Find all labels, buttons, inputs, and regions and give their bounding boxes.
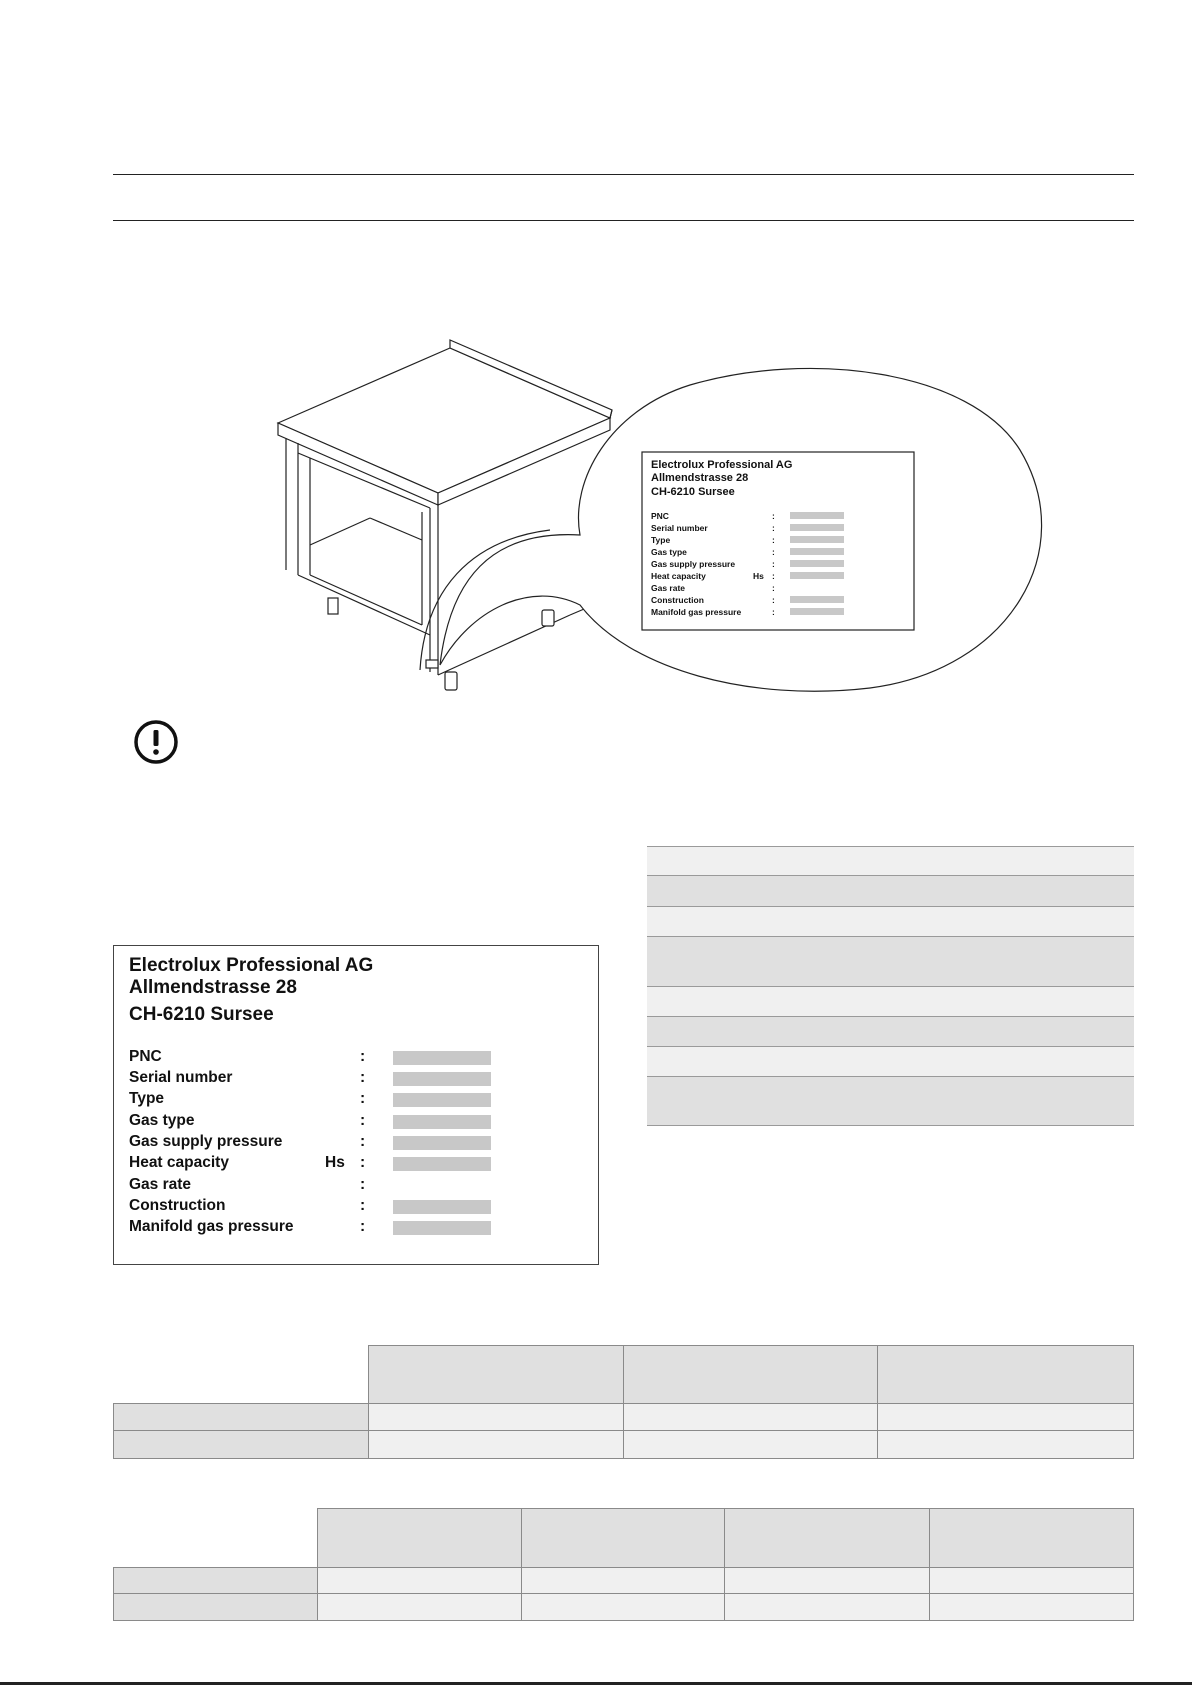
table-row — [114, 1594, 1134, 1621]
svg-text::: : — [772, 607, 775, 617]
plate-row-serial-number: Serial number : — [129, 1068, 579, 1088]
svg-text:Manifold gas pressure: Manifold gas pressure — [651, 607, 742, 617]
plate-row-gas-type: Gas type : — [129, 1111, 579, 1131]
table-header-cell — [930, 1509, 1134, 1568]
svg-text:Gas rate: Gas rate — [651, 583, 686, 593]
table-row — [647, 1076, 1134, 1126]
svg-text:Gas type: Gas type — [651, 547, 687, 557]
svg-text:PNC: PNC — [651, 511, 669, 521]
svg-text::: : — [772, 535, 775, 545]
svg-text:Construction: Construction — [651, 595, 704, 605]
svg-text::: : — [772, 583, 775, 593]
svg-text::: : — [772, 511, 775, 521]
plate-row-heat-capacity: Heat capacity Hs : — [129, 1153, 579, 1173]
table-row — [647, 846, 1134, 875]
plate-row-construction: Construction : — [129, 1196, 579, 1216]
table-row — [114, 1431, 1134, 1459]
plate-city: CH-6210 Sursee — [129, 1004, 274, 1025]
table-row — [647, 906, 1134, 936]
mini-plate-city: CH-6210 Sursee — [651, 486, 735, 498]
plate-company: Electrolux Professional AG — [129, 955, 374, 976]
plate-row-pnc: PNC : — [129, 1047, 579, 1067]
svg-text::: : — [772, 559, 775, 569]
svg-text::: : — [772, 571, 775, 581]
table-row — [647, 986, 1134, 1016]
header-rule-bottom — [113, 220, 1134, 221]
svg-text:Heat capacity: Heat capacity — [651, 571, 706, 581]
svg-text::: : — [772, 595, 775, 605]
svg-text:Type: Type — [651, 535, 671, 545]
svg-text:Gas supply pressure: Gas supply pressure — [651, 559, 736, 569]
table-header-cell — [368, 1346, 623, 1404]
value-placeholder — [393, 1115, 491, 1129]
table-row — [114, 1568, 1134, 1594]
value-placeholder — [393, 1221, 491, 1235]
svg-text::: : — [772, 547, 775, 557]
plate-street: Allmendstrasse 28 — [129, 977, 297, 998]
table-row — [114, 1404, 1134, 1431]
data-table-1 — [113, 1345, 1134, 1459]
table-row — [647, 1016, 1134, 1046]
value-placeholder — [393, 1157, 491, 1171]
plate-row-type: Type : — [129, 1089, 579, 1109]
value-placeholder — [393, 1072, 491, 1086]
table-row — [647, 936, 1134, 986]
exclamation-circle-icon — [132, 718, 180, 766]
mini-plate-street: Allmendstrasse 28 — [651, 472, 749, 484]
value-placeholder — [393, 1051, 491, 1065]
value-placeholder — [393, 1093, 491, 1107]
table-header-cell — [725, 1509, 930, 1568]
value-placeholder — [393, 1200, 491, 1214]
header-rule-top — [113, 174, 1134, 175]
plate-row-gas-rate: Gas rate : — [129, 1176, 366, 1193]
value-placeholder — [393, 1136, 491, 1150]
plate-row-manifold-gas-pressure: Manifold gas pressure : — [129, 1217, 579, 1237]
table-row — [647, 1046, 1134, 1076]
table-header-cell — [623, 1346, 878, 1404]
svg-text::: : — [772, 523, 775, 533]
svg-text:Serial number: Serial number — [651, 523, 708, 533]
table-header-cell — [878, 1346, 1134, 1404]
svg-text:Hs: Hs — [753, 571, 764, 581]
mini-plate-company: Electrolux Professional AG — [651, 459, 793, 471]
table-header-cell — [521, 1509, 725, 1568]
table-header-cell — [317, 1509, 521, 1568]
product-illustration — [250, 330, 1070, 710]
rating-plate — [113, 945, 599, 1265]
plate-row-gas-supply-pressure: Gas supply pressure : — [129, 1132, 579, 1152]
data-table-2 — [113, 1508, 1134, 1621]
table-row — [647, 875, 1134, 906]
